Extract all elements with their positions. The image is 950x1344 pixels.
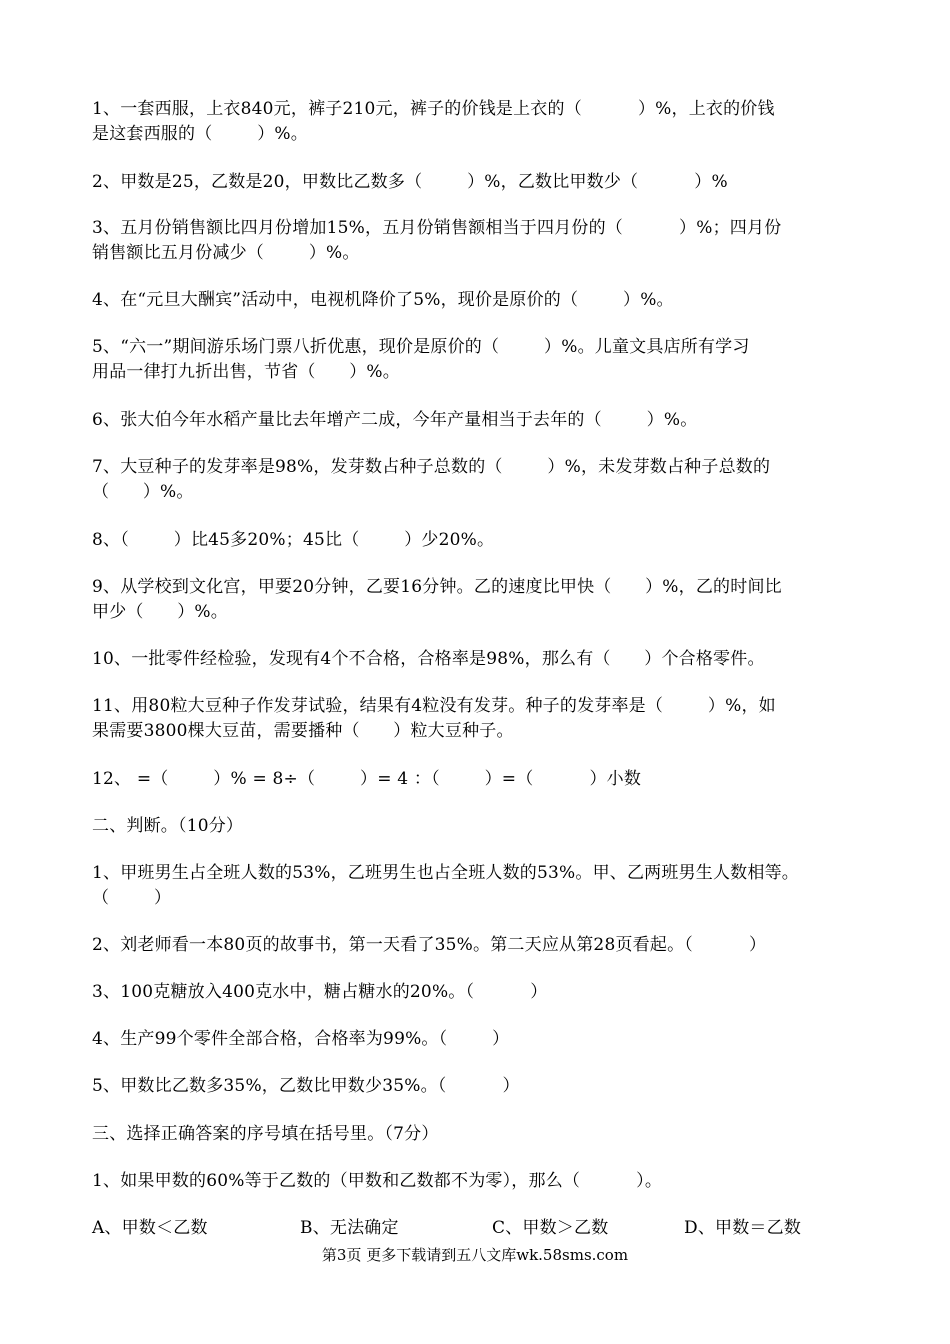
question-8: 8、（ ）比45多20%；45比（ ）少20%。 — [92, 530, 495, 550]
question-9-line-1: 9、从学校到文化宫，甲要20分钟，乙要16分钟。乙的速度比甲快（ ）%，乙的时间比 — [92, 577, 782, 597]
question-1-line-1: 1、一套西服，上衣840元，裤子210元，裤子的价钱是上衣的（ ）%，上衣的价钱 — [92, 99, 775, 119]
judgment-4: 4、生产99个零件全部合格，合格率为99%。（ ） — [92, 1029, 510, 1049]
page-footer: 第3页 更多下载请到五八文库wk.58sms.com — [321, 1246, 629, 1264]
question-7-line-1: 7、大豆种子的发芽率是98%，发芽数占种子总数的（ ）%，未发芽数占种子总数的 — [92, 457, 771, 477]
question-5-line-1: 5、“六一”期间游乐场门票八折优惠，现价是原价的（ ）%。儿童文具店所有学习 — [92, 337, 750, 357]
question-5-line-2: 用品一律打九折出售，节省（ ）%。 — [92, 362, 400, 382]
judgment-2: 2、刘老师看一本80页的故事书，第一天看了35%。第二天应从第28页看起。（ ） — [92, 935, 767, 955]
question-2: 2、甲数是25，乙数是20，甲数比乙数多（ ）%，乙数比甲数少（ ）% — [92, 172, 728, 192]
option-a: A、甲数＜乙数 — [92, 1218, 208, 1238]
section-2-title: 二、判断。（10分） — [92, 816, 244, 836]
option-d: D、甲数＝乙数 — [684, 1218, 802, 1238]
choice-question-1: 1、如果甲数的60%等于乙数的（甲数和乙数都不为零），那么（ ）。 — [92, 1171, 663, 1191]
judgment-1-line-2: （ ） — [92, 888, 172, 908]
option-b: B、无法确定 — [300, 1218, 399, 1238]
judgment-5: 5、甲数比乙数多35%，乙数比甲数少35%。（ ） — [92, 1076, 520, 1096]
section-3-title: 三、选择正确答案的序号填在括号里。（7分） — [92, 1124, 439, 1144]
question-7-line-2: （ ）%。 — [92, 482, 194, 502]
question-12: 12、 =（ ）% = 8÷（ ）= 4 ：（ ）=（ ）小数 — [92, 769, 642, 789]
question-4: 4、在“元旦大酬宾”活动中，电视机降价了5%，现价是原价的（ ）%。 — [92, 290, 674, 310]
question-6: 6、张大伯今年水稻产量比去年增产二成，今年产量相当于去年的（ ）%。 — [92, 410, 698, 430]
question-3-line-1: 3、五月份销售额比四月份增加15%，五月份销售额相当于四月份的（ ）%；四月份 — [92, 218, 782, 238]
question-10: 10、一批零件经检验，发现有4个不合格，合格率是98%，那么有（ ）个合格零件。 — [92, 649, 765, 669]
judgment-3: 3、100克糖放入400克水中，糖占糖水的20%。（ ） — [92, 982, 548, 1002]
option-c: C、甲数＞乙数 — [492, 1218, 609, 1238]
question-9-line-2: 甲少（ ）%。 — [92, 602, 228, 622]
question-3-line-2: 销售额比五月份减少（ ）%。 — [92, 243, 360, 263]
question-1-line-2: 是这套西服的（ ）%。 — [92, 124, 308, 144]
question-11-line-1: 11、用80粒大豆种子作发芽试验，结果有4粒没有发芽。种子的发芽率是（ ）%，如 — [92, 696, 776, 716]
judgment-1-line-1: 1、甲班男生占全班人数的53%，乙班男生也占全班人数的53%。甲、乙两班男生人数相等。 — [92, 863, 799, 883]
question-11-line-2: 果需要3800棵大豆苗，需要播种（ ）粒大豆种子。 — [92, 721, 514, 741]
